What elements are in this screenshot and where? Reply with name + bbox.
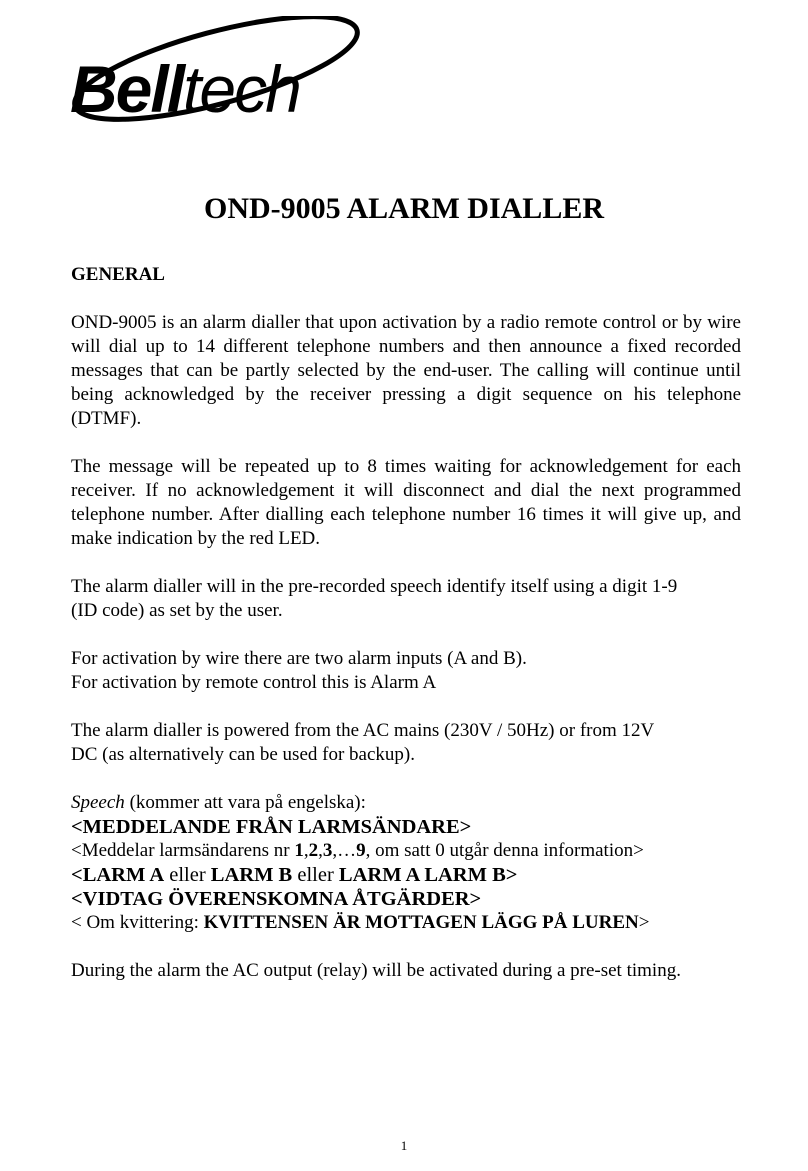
section-heading-general: GENERAL xyxy=(71,264,165,285)
belltech-logo-tech: tech xyxy=(183,52,300,126)
paragraph-activation: For activation by wire there are two alarm inputs (A and B). For activation by remote control this is Alarm A xyxy=(71,648,527,693)
speech-label-line: Speech (kommer att vara på engelska): xyxy=(71,792,366,813)
paragraph-overview: OND-9005 is an alarm dialler that upon activation by a radio remote control or by wire will dial up to 14 different telephone numbers and then announce a fixed recorded messages that can be partly selected by the end-user. The calling will continue until being acknowledged by the receiver pressing a digit sequence on his telephone (DTMF). xyxy=(71,312,741,429)
speech-line-4: <VIDTAG ÖVERENSKOMNA ÅTGÄRDER> xyxy=(71,888,482,910)
paragraph-relay: During the alarm the AC output (relay) will be activated during a pre-set timing. xyxy=(71,960,681,981)
speech-block xyxy=(71,791,741,935)
paragraph-id-code: The alarm dialler will in the pre-recorded speech identify itself using a digit 1-9 (ID code) as set by the user. xyxy=(71,576,678,621)
speech-line-5: < Om kvittering: KVITTENSEN ÄR MOTTAGEN LÄGG PÅ LUREN> xyxy=(71,912,650,933)
speech-line-3: <LARM A eller LARM B eller LARM A LARM B> xyxy=(71,864,518,886)
document-body xyxy=(71,263,741,1007)
paragraph-repeat: The message will be repeated up to 8 times waiting for acknowledgement for each receiver. If no acknowledgement it will disconnect and dial the next programmed telephone number. After dialling each telephone number 16 times it will give up, and make indication by the red LED. xyxy=(71,456,741,549)
speech-line-1: <MEDDELANDE FRÅN LARMSÄNDARE> xyxy=(71,816,472,838)
page-number: 1 xyxy=(400,1138,408,1153)
svg-text:Belltech xyxy=(70,52,300,126)
belltech-logo-graphic xyxy=(66,16,366,146)
page-title: OND-9005 ALARM DIALLER xyxy=(203,192,605,225)
belltech-logo-bell: Bell xyxy=(70,52,184,126)
belltech-logo xyxy=(66,16,366,146)
paragraph-power: The alarm dialler is powered from the AC mains (230V / 50Hz) or from 12V DC (as alternatively can be used for backup). xyxy=(71,720,655,765)
speech-line-2: <Meddelar larmsändarens nr 1,2,3,…9, om satt 0 utgår denna information> xyxy=(71,840,644,861)
